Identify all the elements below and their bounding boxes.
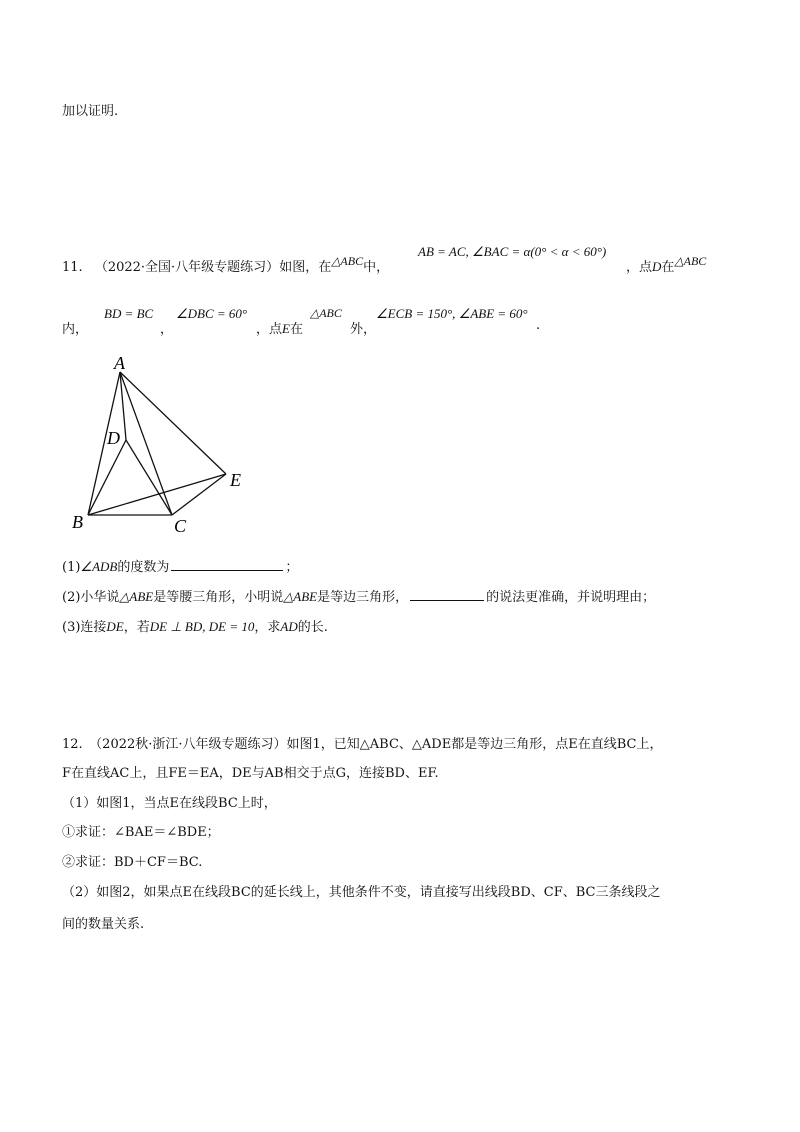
vertex-d-label: D (107, 428, 120, 448)
q11-text: ，求 (254, 620, 281, 635)
q11-text: 是等边三角形， (317, 590, 409, 605)
q11-text: . (536, 318, 541, 333)
q11-number: 11. (62, 260, 83, 275)
q11-line1-end (626, 256, 706, 275)
q11-text: ，若 (123, 620, 150, 635)
continuation-text: 加以证明. (62, 104, 119, 119)
answer-blank[interactable] (410, 588, 484, 601)
point-e-label: E (282, 321, 290, 336)
q11-source: （2022·全国·八年级专题练习） (94, 260, 280, 275)
condition-ecb-abe: ∠ECB = 150°, ∠ABE = 60° (376, 306, 528, 321)
q11-text: ，点 (626, 260, 653, 275)
segment-ad (120, 372, 126, 440)
triangle-abe-label: △ABE (283, 589, 318, 604)
part-number: (1) (62, 560, 81, 575)
q12-line3: （1）如图1，当点E在线段BC上时， (62, 796, 277, 811)
triangle-abc-label: △ABC (310, 306, 342, 320)
q11-text: 的度数为 (117, 560, 170, 575)
q11-text: 的长. (297, 620, 328, 635)
condition-bd-bc: BD = BC (104, 306, 154, 321)
vertex-c-label: C (174, 516, 187, 536)
q11-text: ； (285, 560, 299, 575)
vertex-a-label: A (114, 353, 125, 373)
segment-ae (120, 372, 226, 474)
q11-text: 外， (350, 322, 377, 337)
q12-line1: 12. （2022秋·浙江·八年级专题练习）如图1，已知△ABC、△ADE都是等边三角形，点E在直线BC上， (62, 737, 663, 752)
segment-de-label: DE (106, 619, 124, 634)
segment-ce (172, 474, 226, 515)
condition-ab-ac-angle: AB = AC, ∠BAC = α(0° < α < 60°) (418, 244, 607, 259)
vertex-e-label: E (230, 470, 241, 490)
q11-line2-start: 内， (62, 322, 89, 337)
q11-line2-mid (256, 318, 303, 337)
q11-text: (3)连接 (62, 620, 107, 635)
q11-text: ，点 (256, 322, 283, 337)
triangle-abc-label: △ABC (674, 254, 707, 268)
q11-text: 在 (289, 322, 303, 337)
angle-adb: ∠ADB (80, 559, 118, 574)
q12-line5: ②求证：BD＋CF＝BC. (62, 855, 203, 870)
condition-de-perp-bd: DE ⊥ BD, DE = 10 (149, 619, 255, 634)
q11-part3 (62, 616, 328, 635)
triangle-abe-label: △ABE (119, 589, 154, 604)
q11-text: 中， (363, 260, 390, 275)
segment-ad-label: AD (280, 619, 298, 634)
q11-text: 如图，在 (279, 260, 332, 275)
q11-text: 是等腰三角形，小明说 (153, 590, 284, 605)
q12-line6: （2）如图2，如果点E在线段BC的延长线上，其他条件不变，请直接写出线段BD、CF、BC三条线段之 (62, 885, 661, 900)
q11-text: 在 (661, 260, 675, 275)
q11-text: (2)小华说 (62, 590, 120, 605)
point-d-label: D (652, 259, 662, 274)
q11-part2 (62, 586, 655, 605)
q11-text: 的说法更准确，并说明理由； (486, 590, 656, 605)
q11-part1 (62, 556, 298, 575)
separator: ， (160, 322, 174, 337)
geometry-figure (62, 352, 262, 537)
condition-dbc-angle: ∠DBC = 60° (176, 306, 248, 321)
q12-line2: F在直线AC上，且FE＝EA，DE与AB相交于点G，连接BD、EF. (62, 766, 439, 781)
answer-blank[interactable] (171, 558, 283, 571)
q12-line7: 间的数量关系. (62, 917, 145, 932)
q11-line1 (62, 256, 389, 275)
segment-be (88, 474, 226, 515)
vertex-b-label: B (72, 512, 83, 532)
triangle-abc-label: △ABC (331, 254, 364, 268)
segment-bd (88, 440, 126, 515)
q12-line4: ①求证：∠BAE＝∠BDE； (62, 825, 220, 840)
